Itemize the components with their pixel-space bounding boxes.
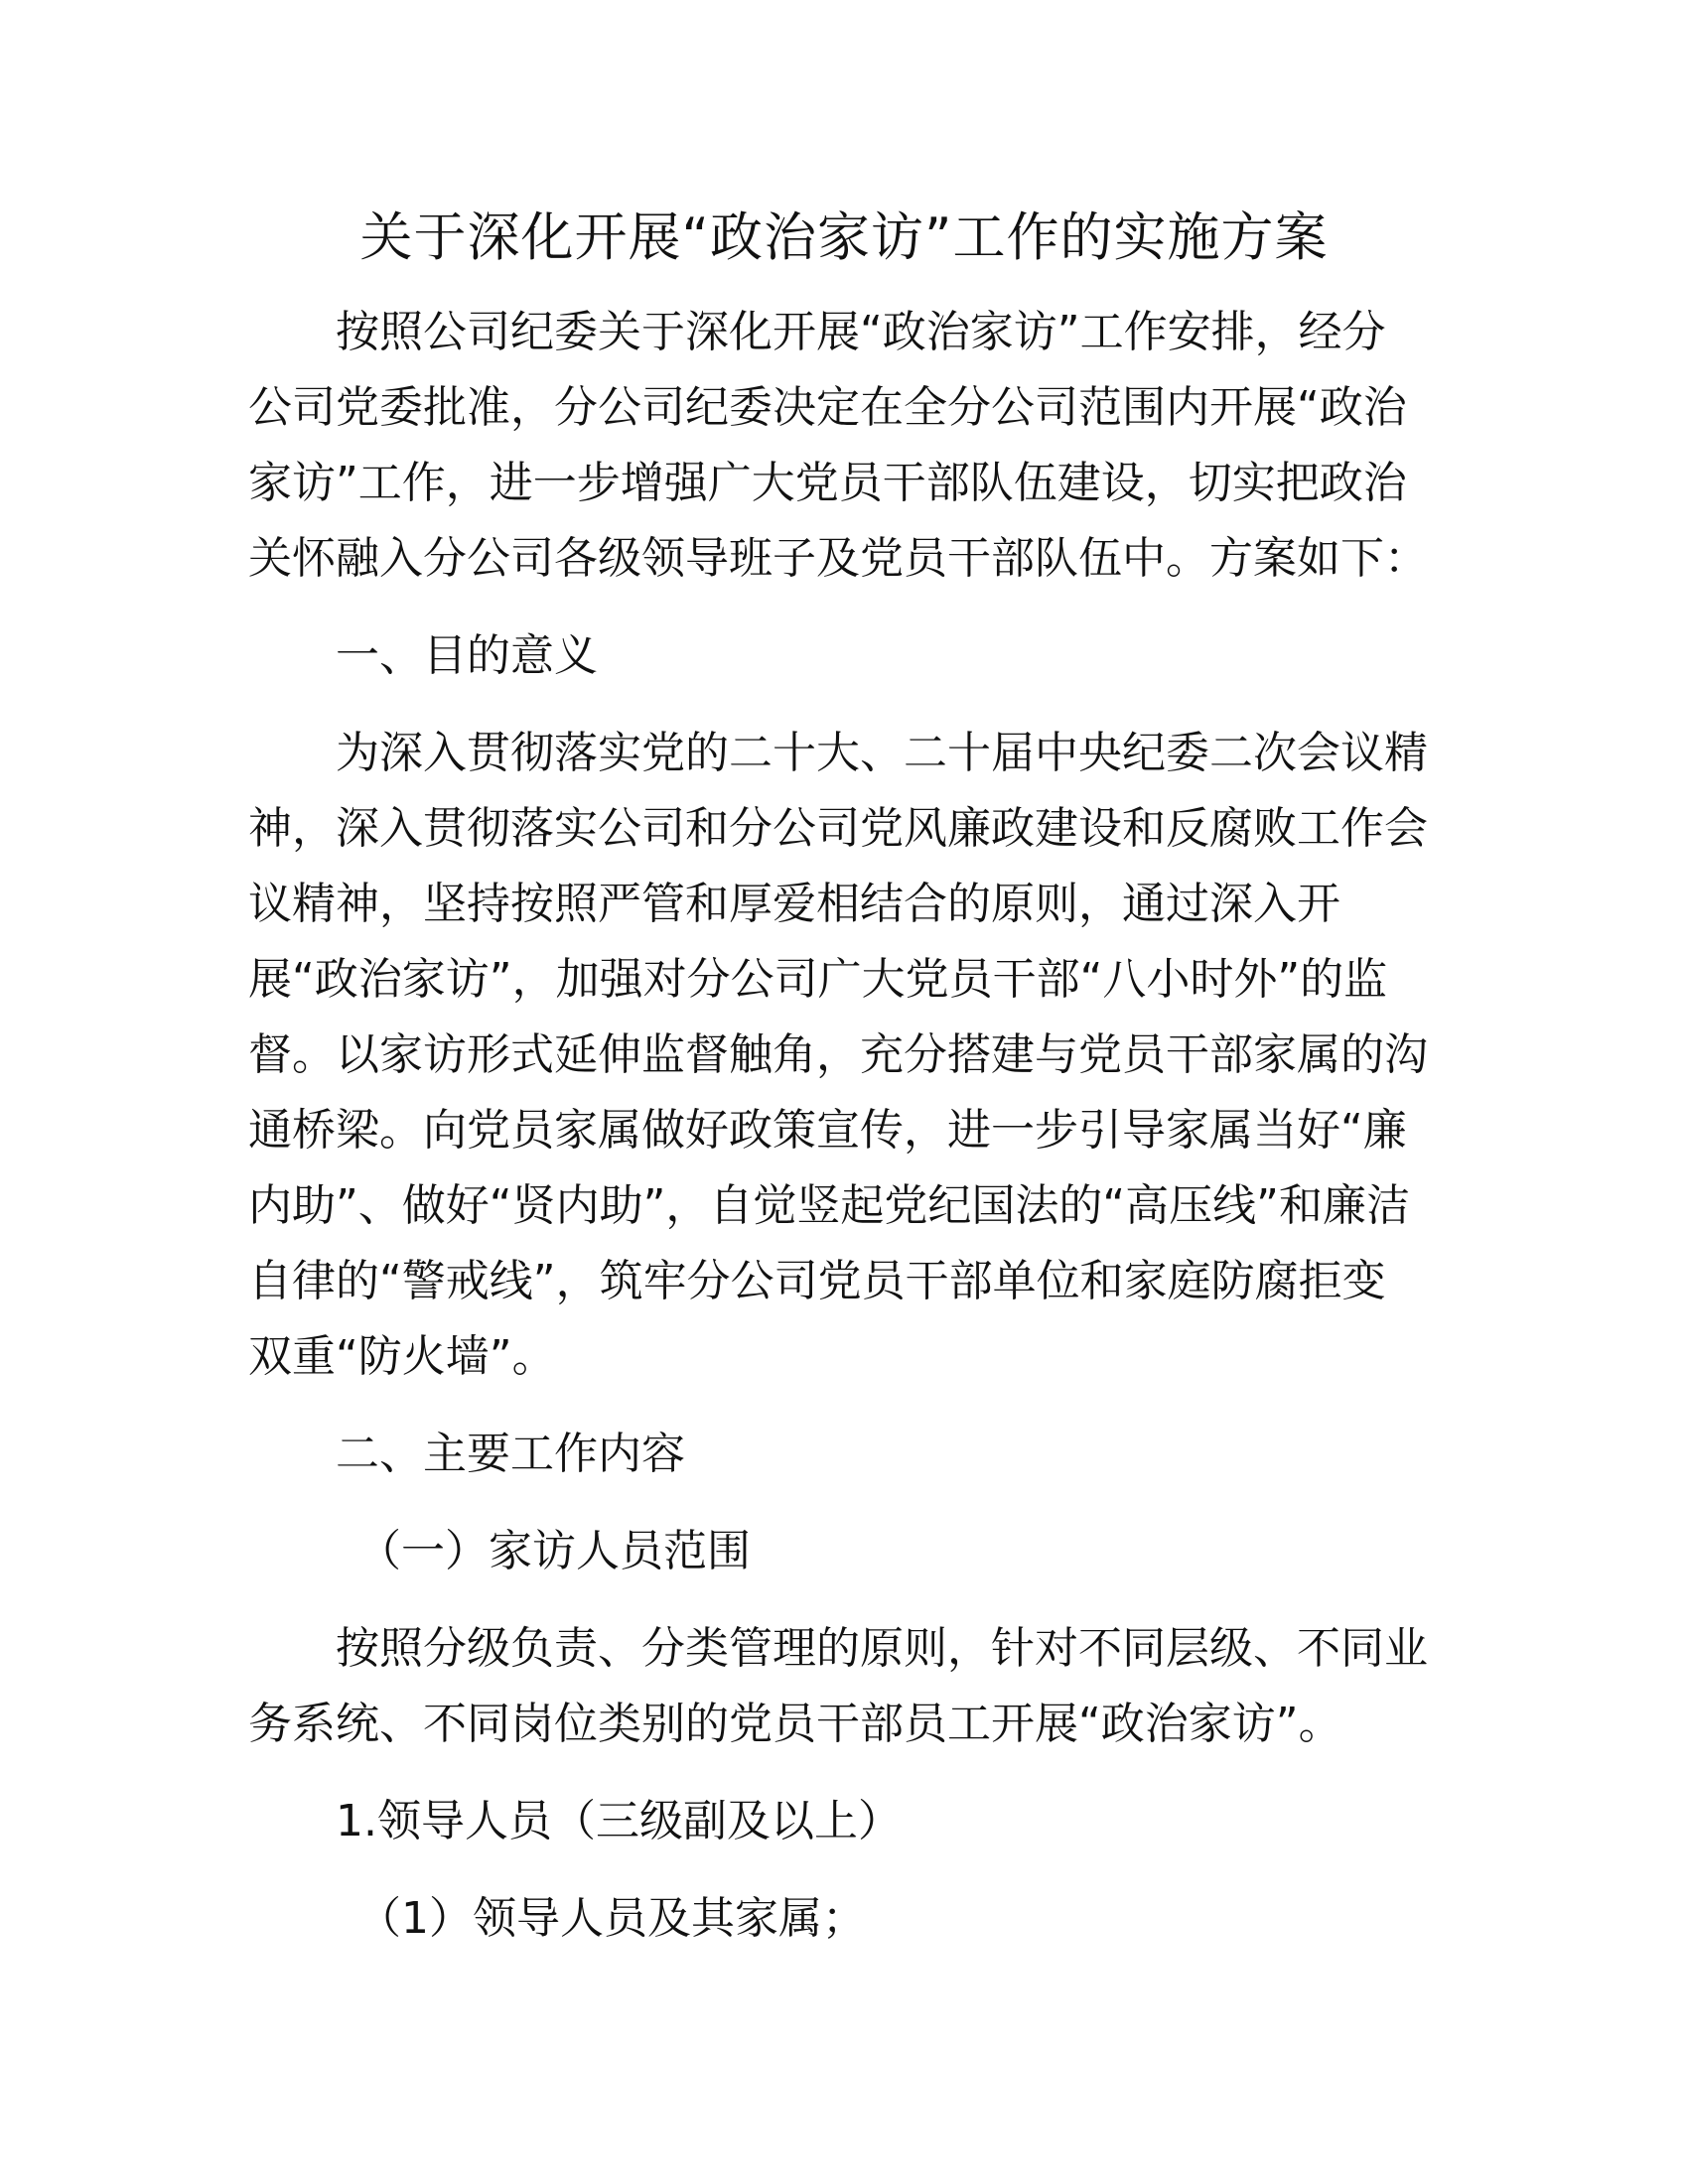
item-leaders-and-family: （1）领导人员及其家属； bbox=[357, 1893, 866, 1944]
section-heading-purpose: 一、目的意义 bbox=[336, 630, 598, 681]
purpose-line: 展“政治家访”，加强对分公司广大党员干部“八小时外”的监 bbox=[248, 954, 1388, 1005]
purpose-line: 为深入贯彻落实党的二十大、二十届中央纪委二次会议精 bbox=[336, 728, 1428, 778]
intro-line: 公司党委批准，分公司纪委决定在全分公司范围内开展“政治 bbox=[248, 382, 1407, 433]
scope-line: 按照分级负责、分类管理的原则，针对不同层级、不同业 bbox=[336, 1623, 1428, 1674]
purpose-line: 议精神，坚持按照严管和厚爱相结合的原则，通过深入开 bbox=[248, 879, 1340, 929]
purpose-line: 双重“防火墙”。 bbox=[248, 1331, 556, 1382]
document-page bbox=[248, 194, 1440, 1957]
purpose-line: 督。以家访形式延伸监督触角，充分搭建与党员干部家属的沟 bbox=[248, 1029, 1428, 1080]
purpose-line: 自律的“警戒线”，筑牢分公司党员干部单位和家庭防腐拒变 bbox=[248, 1256, 1386, 1306]
scope-line: 务系统、不同岗位类别的党员干部员工开展“政治家访”。 bbox=[248, 1699, 1342, 1749]
purpose-line: 内助”、做好“贤内助”，自觉竖起党纪国法的“高压线”和廉洁 bbox=[248, 1180, 1410, 1231]
purpose-line: 神，深入贯彻落实公司和分公司党风廉政建设和反腐败工作会 bbox=[248, 803, 1428, 854]
intro-line: 家访”工作，进一步增强广大党员干部队伍建设，切实把政治 bbox=[248, 458, 1407, 508]
document-title: 关于深化开展“政治家访”工作的实施方案 bbox=[359, 207, 1329, 268]
item-heading-leaders: 1.领导人员（三级副及以上） bbox=[336, 1796, 902, 1846]
subsection-heading-scope: （一）家访人员范围 bbox=[357, 1526, 751, 1576]
intro-paragraph bbox=[248, 295, 1440, 597]
intro-line: 按照公司纪委关于深化开展“政治家访”工作安排，经分 bbox=[336, 307, 1386, 357]
purpose-line: 通桥梁。向党员家属做好政策宣传，进一步引导家属当好“廉 bbox=[248, 1105, 1407, 1156]
scope-paragraph bbox=[248, 1611, 1440, 1762]
purpose-paragraph bbox=[248, 716, 1440, 1395]
intro-line: 关怀融入分公司各级领导班子及党员干部队伍中。方案如下： bbox=[248, 533, 1428, 584]
section-heading-main-work: 二、主要工作内容 bbox=[336, 1429, 685, 1479]
